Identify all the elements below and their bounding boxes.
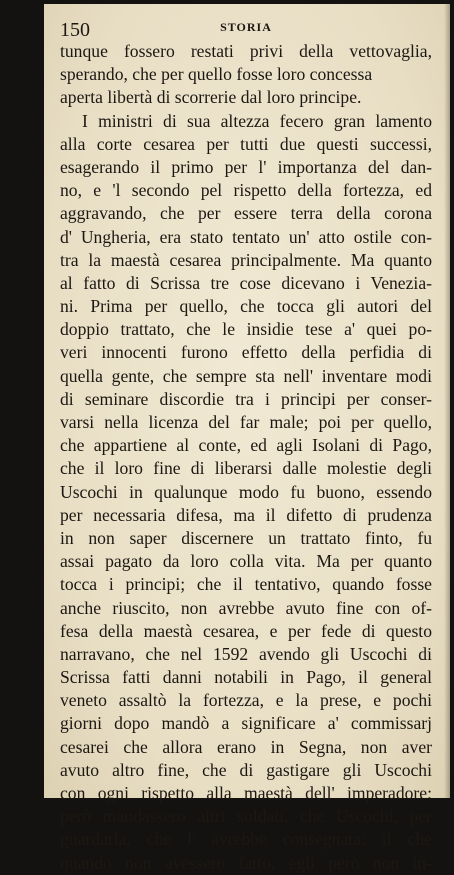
page-gutter-shadow: [444, 4, 450, 798]
text-line: in non saper discernere un trattato finto, fu: [60, 527, 432, 548]
text-line: assai pagato da loro colla vita. Ma per quanto: [60, 551, 432, 572]
text-line: con ogni rispetto alla maestà dell' imperadore;: [60, 783, 432, 803]
text-line: ni. Prima per quello, che tocca gli autori del: [60, 296, 432, 317]
running-head: [60, 18, 432, 42]
body-text: [60, 40, 432, 875]
book-page: [44, 4, 450, 873]
text-line: doppio trattato, che le insidie tese a' quei po-: [60, 319, 432, 340]
text-line: alla corte cesarea per tutti due questi successi,: [60, 133, 432, 154]
text-line: al fatto di Scrissa tre cose dicevano i Venezia-: [60, 272, 432, 293]
text-line: quando non avessero fatto, egli però non in-: [60, 852, 432, 873]
text-line: esagerando il primo per l' importanza del dan-: [60, 156, 432, 177]
text-line: per necessaria difesa, ma il difetto di prudenza: [60, 504, 432, 525]
text-line: tocca i principi; che il tentativo, quando fosse: [60, 574, 432, 595]
text-line: veneto assaltò la fortezza, e la prese, e pochi: [60, 690, 432, 711]
text-line: guardarla, che l' avrebbe consegnata; il che: [60, 829, 432, 850]
text-line: che il loro fine di liberarsi dalle molestie degli: [60, 458, 432, 479]
text-line: sperando, che per quello fosse loro concessa: [60, 64, 373, 85]
text-line: narravano, che nel 1592 avendo gli Uscochi di: [60, 643, 432, 664]
paragraph-first-line: I ministri di sua altezza fecero gran lamento: [82, 110, 432, 131]
text-line: avuto altro fine, che di gastigare gli Uscochi: [60, 759, 432, 780]
text-line: di seminare discordie tra i principi per conser-: [60, 388, 432, 409]
text-line: varsi nella licenza del far male; poi per quello,: [60, 412, 432, 432]
text-line: aggravando, che per essere terra della corona: [60, 203, 432, 224]
text-line: giorni dopo mandò a significare a' commissarj: [60, 713, 432, 734]
text-line: no, e 'l secondo pel rispetto della fortezza, ed: [60, 180, 432, 201]
text-line: Scrissa fatti danni notabili in Pago, il general: [60, 667, 432, 688]
running-title: STORIA: [220, 20, 272, 34]
text-line: d' Ungheria, era stato tentato un' atto ostile con-: [60, 226, 432, 247]
page-number: 150: [60, 19, 90, 41]
text-line: tunque fossero restati privi della vettovaglia,: [60, 41, 432, 61]
text-line: tra la maestà cesarea principalmente. Ma quanto: [60, 249, 432, 270]
text-line: veri innocenti furono effetto della perfidia di: [60, 342, 432, 363]
text-line: fesa della maestà cesarea, e per fede di questo: [60, 620, 432, 641]
text-line: Uscochi in qualunque modo fu buono, essendo: [60, 481, 432, 502]
text-line: che appartiene al conte, ed agli Isolani di Pago,: [60, 435, 432, 456]
text-line: però mandassero altri soldati, che Uscochi, per: [60, 806, 432, 827]
text-line: quella gente, che sempre sta nell' inventare modi: [60, 365, 432, 386]
text-line: cesarei che allora erano in Segna, non aver: [60, 736, 432, 757]
text-line: anche riuscito, non avrebbe avuto fine con of-: [60, 597, 432, 618]
text-line: aperta libertà di scorrerie dal loro principe.: [60, 87, 362, 108]
